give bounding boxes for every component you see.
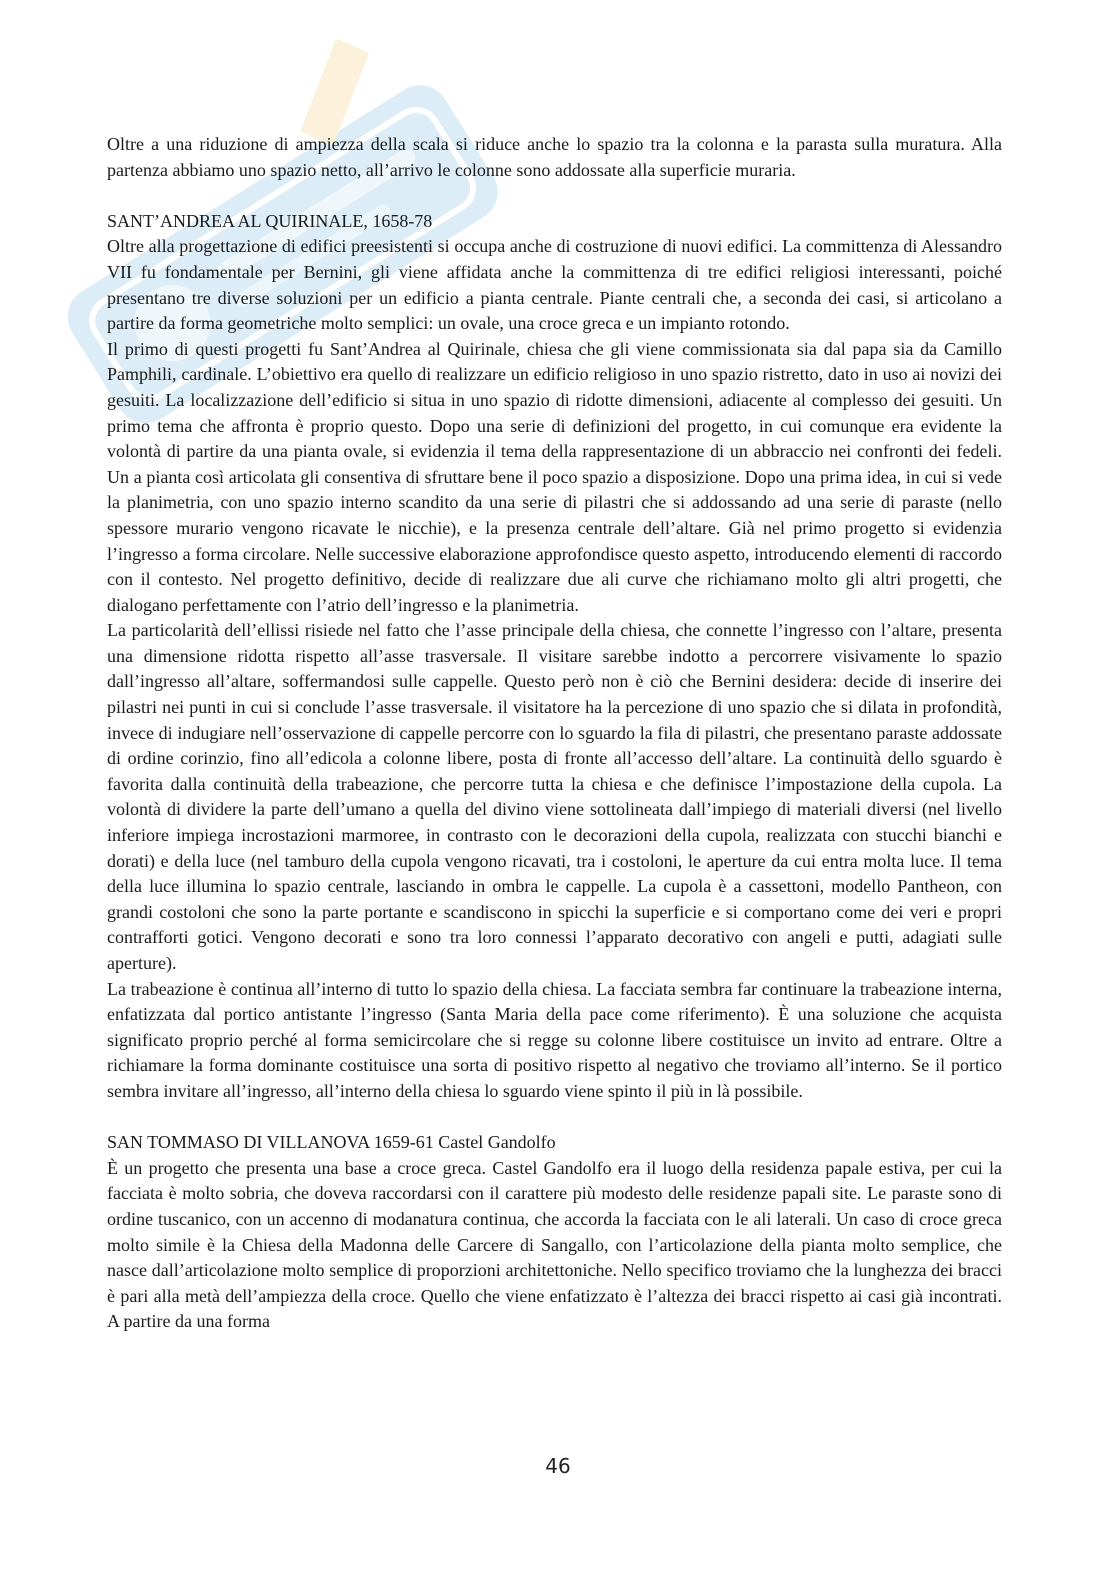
body-paragraph: La trabeazione è continua all’interno di tutto lo spazio della chiesa. La facciata sembra far continuare la trabeazione interna, enfatizzata dal portico antistante l’ingresso (Santa Maria della pace come riferimento). È una soluzione che acquista significato proprio perché al forma semicircolare che si regge su colonne libere costituisce un invito ad entrare. Oltre a richiamare la forma dominante costituisce una sorta di positivo rispetto al negativo che troviamo all’interno. Se il portico sembra invitare all’ingresso, all’interno della chiesa lo sguardo viene spinto il più in là possibile. xyxy=(107,978,1002,1101)
section-heading-sant-andrea: SANT’ANDREA AL QUIRINALE, 1658-78 xyxy=(107,210,433,231)
page-number: 46 xyxy=(545,1454,571,1478)
document-body xyxy=(107,132,1002,1335)
body-paragraph: La particolarità dell’ellissi risiede nel fatto che l’asse principale della chiesa, che connette l’ingresso con l’altare, presenta una dimensione ridotta rispetto all’asse trasversale. Il visitare sarebbe indotto a percorrere visivamente lo spazio dall’ingresso all’altare, soffermandosi sulle cappelle. Questo però non è ciò che Bernini desidera: decide di inserire dei pilastri nei punti in cui si conclude l’asse trasversale. il visitatore ha la percezione di uno spazio che si dilata in profondità, invece di indugiare nell’osservazione di cappelle percorre con lo sguardo la fila di pilastri, che presentano paraste addossate di ordine corinzio, fino all’edicola a colonne libere, posta di fronte all’accesso dell’altare. La continuità dello sguardo è favorita dalla continuità della trabeazione, che percorre tutta la chiesa e che definisce l’impostazione della cupola. La volontà di dividere la parte dell’umano a quella del divino viene sottolineata dall’impiego di materiali diversi (nel livello inferiore impiega incrostazioni marmoree, in contrasto con le decorazioni della cupola, realizzata con stucchi bianchi e dorati) e della luce (nel tamburo della cupola vengono ricavati, tra i costoloni, le aperture da cui entra molta luce. Il tema della luce illumina lo spazio centrale, lasciando in ombra le cappelle. La cupola è a cassettoni, modello Pantheon, con grandi costoloni che sono la parte portante e scandiscono in spicchi la superficie e si comportano come dei veri e propri contrafforti gotici. Vengono decorati e sono tra loro connessi l’apparato decorativo con angeli e putti, adagiati sulle aperture). xyxy=(107,620,1002,973)
body-paragraph: Il primo di questi progetti fu Sant’Andrea al Quirinale, chiesa che gli viene commissionata sia dal papa sia da Camillo Pamphili, cardinale. L’obiettivo era quello di realizzare un edificio religioso in uno spazio ristretto, dato in uso ai novizi dei gesuiti. La localizzazione dell’edificio si situa in uno spazio di ridotte dimensioni, adiacente al complesso dei gesuiti. Un primo tema che affronta è proprio questo. Dopo una serie di definizioni del progetto, in cui comunque era evidente la volontà di partire da una pianta ovale, si evidenzia il tema della rappresentazione di un abbraccio nei confronti dei fedeli. Un a pianta così articolata gli consentiva di sfruttare bene il poco spazio a disposizione. Dopo una prima idea, in cui si vede la planimetria, con uno spazio interno scandito da una serie di pilastri che si addossando ad una serie di paraste (nello spessore murario vengono ricavate le nicchie), e la presenza centrale dell’altare. Già nel primo progetto si evidenzia l’ingresso a forma circolare. Nelle successive elaborazione approfondisce questo aspetto, introducendo elementi di raccordo con il contesto. Nel progetto definitivo, decide di realizzare due ali curve che richiamano molto gli altri progetti, che dialogano perfettamente con l’atrio dell’ingresso e la planimetria. xyxy=(107,338,1002,615)
section-heading-san-tommaso: SAN TOMMASO DI VILLANOVA 1659-61 Castel Gandolfo xyxy=(107,1132,556,1153)
body-paragraph: Oltre alla progettazione di edifici preesistenti si occupa anche di costruzione di nuovi edifici. La committenza di Alessandro VII fu fondamentale per Bernini, gli viene affidata anche la committenza di tre edifici religiosi interessanti, poiché presentano tre diverse soluzioni per un edificio a pianta centrale. Piante centrali che, a seconda dei casi, si articolano a partire da forma geometriche molto semplici: un ovale, una croce greca e un impianto rotondo. xyxy=(107,236,1002,334)
body-paragraph: È un progetto che presenta una base a croce greca. Castel Gandolfo era il luogo della residenza papale estiva, per cui la facciata è molto sobria, che doveva raccordarsi con il carattere più modesto delle residenze papali site. Le paraste sono di ordine tuscanico, con un accenno di modanatura continua, che accorda la facciata con le ali laterali. Un caso di croce greca molto simile è la Chiesa della Madonna delle Carcere di Sangallo, con l’articolazione della pianta molto semplice, che nasce dall’articolazione molto semplice di proporzioni architettoniche. Nello specifico troviamo che la lunghezza dei bracci è pari alla metà dell’ampiezza della croce. Quello che viene enfatizzato è l’altezza dei bracci rispetto ai casi già incontrati. A partire da una forma xyxy=(107,1157,1002,1332)
spacer xyxy=(107,183,1002,209)
intro-paragraph: Oltre a una riduzione di ampiezza della scala si riduce anche lo spazio tra la colonna e la parasta sulla muratura. Alla partenza abbiamo uno spazio netto, all’arrivo le colonne sono addossate alla superficie muraria. xyxy=(107,134,1002,180)
spacer xyxy=(107,1105,1002,1131)
